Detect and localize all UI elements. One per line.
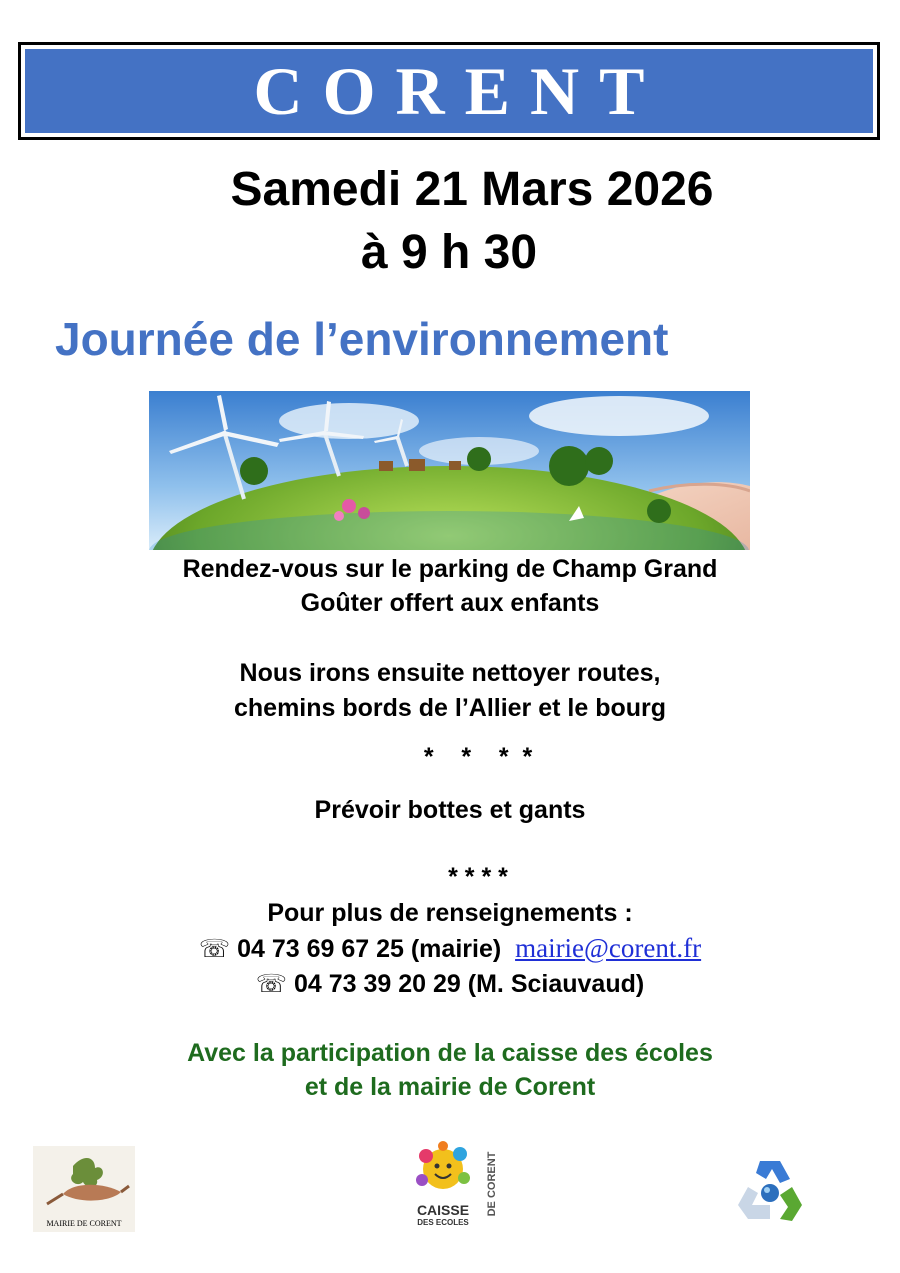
phone-icon: ☏ [255,970,288,998]
town-title: CORENT [253,52,665,129]
caisse-logo [410,1138,498,1230]
splash-face-icon [412,1138,474,1200]
separator-stars-2: * * * * [448,863,508,891]
gouter-line: Goûter offert aux enfants [300,589,600,617]
phone-line-mairie [0,933,900,964]
phone-icon: ☏ [198,935,231,963]
partner-line-2: et de la mairie de Corent [304,1073,596,1101]
event-date: Samedi 21 Mars 2026 [230,163,714,216]
mairie-logo-caption: MAIRIE DE CORENT [46,1219,122,1228]
caisse-logo-side: DE CORENT [486,1151,498,1217]
cleanup-line-1: Nous irons ensuite nettoyer routes, [239,659,661,687]
mairie-logo [33,1146,135,1232]
equipment-line: Prévoir bottes et gants [314,796,586,824]
amphora-leaf-icon [33,1146,135,1216]
rendezvous-line: Rendez-vous sur le parking de Champ Grand [182,555,718,583]
cleanup-line-2: chemins bords de l’Allier et le bourg [233,694,667,722]
caisse-logo-line2: DES ECOLES [417,1218,469,1227]
info-heading: Pour plus de renseignements : [267,899,633,927]
phone-line-sciauvaud [0,969,900,999]
title-banner-fill [25,49,873,133]
separator-stars-1: * * * * [423,743,533,771]
event-title: Journée de l’environnement [55,313,669,365]
event-time-text: à 9 h 30 [360,226,538,279]
environment-illustration-svg [149,391,750,550]
partner-line-1: Avec la participation de la caisse des écoles [187,1039,713,1067]
event-time [0,225,900,280]
environment-illustration [149,391,750,550]
email-link[interactable]: mairie@corent.fr [515,933,702,963]
caisse-logo-line1: CAISSE [416,1202,470,1218]
title-banner [18,42,880,140]
recycle-icon [730,1153,810,1229]
phone-mairie: 04 73 69 67 25 (mairie) [237,935,502,963]
phone-sciauvaud: 04 73 39 20 29 (M. Sciauvaud) [294,970,645,998]
recycling-logo [730,1153,810,1229]
